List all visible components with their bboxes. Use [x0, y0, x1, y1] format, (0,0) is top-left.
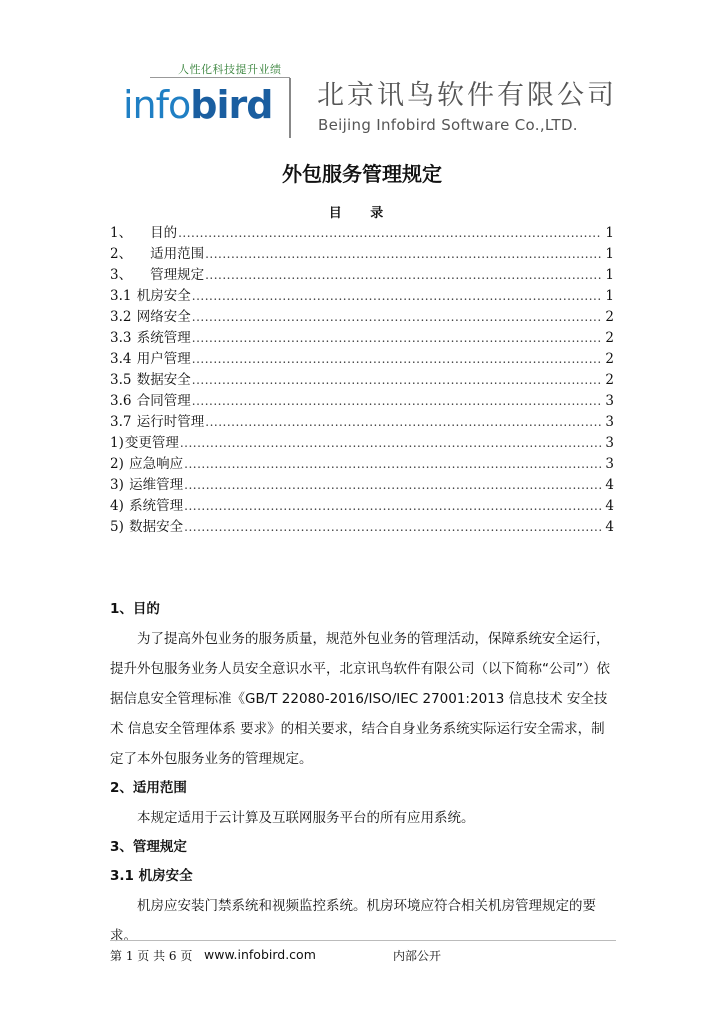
classification-label: 内部公开: [393, 949, 442, 963]
toc-page: 4: [605, 477, 614, 493]
toc-leader: [192, 394, 603, 408]
toc-page: 2: [605, 372, 614, 388]
toc-page: 3: [605, 435, 614, 451]
website-link[interactable]: www.infobird.com: [204, 947, 316, 962]
toc-page: 1: [605, 246, 614, 262]
toc-entry[interactable]: [110, 284, 614, 305]
toc-label: 变更管理: [124, 435, 179, 451]
toc-number: 3): [110, 477, 124, 493]
toc-number: 2、: [110, 246, 133, 262]
toc-entry[interactable]: [110, 347, 614, 368]
toc-label: 目的: [150, 225, 178, 241]
toc-label: 适用范围: [150, 246, 205, 262]
toc-number: 2): [110, 456, 124, 472]
toc-label: 运行时管理: [136, 414, 205, 430]
section-heading: 2、适用范围: [110, 780, 187, 796]
toc-entry[interactable]: [110, 494, 614, 515]
toc-entry[interactable]: [110, 263, 614, 284]
toc-leader: [178, 226, 602, 240]
toc-leader: [192, 373, 603, 387]
toc-label: 系统管理: [129, 498, 184, 514]
toc-number: 5): [110, 519, 124, 535]
toc-number: 3、: [110, 267, 133, 283]
toc-number: 1): [110, 435, 124, 451]
footer-divider: [110, 940, 616, 941]
toc-entry[interactable]: [110, 368, 614, 389]
logo-divider: [289, 78, 291, 138]
section-heading: 1、目的: [110, 601, 160, 617]
toc-entry[interactable]: [110, 410, 614, 431]
toc-leader: [184, 478, 602, 492]
slogan: 人性化科技提升业绩: [178, 63, 282, 76]
toc-number: 3.7: [110, 414, 132, 430]
toc-entry[interactable]: [110, 242, 614, 263]
toc-page: 2: [605, 309, 614, 325]
toc-leader: [192, 331, 603, 345]
section-paragraph: 为了提高外包业务的服务质量，规范外包业务的管理活动，保障系统安全运行，提升外包服务业务人员安全意识水平，北京讯鸟软件有限公司（以下简称“公司”）依据信息安全管理标准《GB/T 22080-2016/ISO/IEC 27001:2013 信息技术 安全技术 信息安全管理体系 要求》的相关要求，结合自身业务系统实际运行安全需求，制定了本外包服务业务的管理规定。: [110, 631, 610, 767]
toc-leader: [192, 289, 603, 303]
toc-leader: [205, 247, 602, 261]
toc-page: 1: [605, 288, 614, 304]
toc-page: 3: [605, 456, 614, 472]
toc-number: 3.6: [110, 393, 132, 409]
toc-entry[interactable]: [110, 221, 614, 242]
toc-number: 3.3: [110, 330, 132, 346]
toc-leader: [192, 352, 603, 366]
toc-page: 2: [605, 330, 614, 346]
toc-page: 1: [605, 267, 614, 283]
toc-page: 4: [605, 519, 614, 535]
toc-page: 3: [605, 393, 614, 409]
toc-leader: [192, 310, 603, 324]
toc-leader: [205, 268, 602, 282]
logo-info-text: info: [123, 83, 191, 127]
document-body: [110, 594, 616, 951]
toc-entry[interactable]: [110, 305, 614, 326]
table-of-contents: [110, 221, 614, 536]
section-paragraph: 机房应安装门禁系统和视频监控系统。机房环境应符合相关机房管理规定的要求。: [110, 898, 596, 944]
toc-leader: [180, 436, 603, 450]
toc-heading: 目 录: [328, 206, 396, 221]
toc-number: 3.1: [110, 288, 132, 304]
toc-page: 4: [605, 498, 614, 514]
toc-number: 3.5: [110, 372, 132, 388]
toc-page: 3: [605, 414, 614, 430]
toc-number: 3.4: [110, 351, 132, 367]
toc-label: 应急响应: [129, 456, 184, 472]
toc-number: 1、: [110, 225, 133, 241]
toc-entry[interactable]: [110, 389, 614, 410]
toc-leader: [184, 457, 602, 471]
page-number: 第 1 页 共 6 页: [110, 949, 193, 963]
toc-label: 数据安全: [136, 372, 191, 388]
toc-label: 系统管理: [136, 330, 191, 346]
slogan-underline: [150, 77, 290, 78]
toc-label: 用户管理: [136, 351, 191, 367]
company-name-english: Beijing Infobird Software Co.,LTD.: [318, 116, 578, 134]
toc-entry[interactable]: [110, 473, 614, 494]
toc-leader: [184, 520, 602, 534]
infobird-logo: [123, 84, 272, 126]
toc-leader: [205, 415, 602, 429]
page-footer: [110, 947, 442, 964]
section-heading: 3、管理规定: [110, 839, 187, 855]
toc-label: 数据安全: [129, 519, 184, 535]
toc-entry[interactable]: [110, 326, 614, 347]
toc-page: 2: [605, 351, 614, 367]
toc-number: 3.2: [110, 309, 132, 325]
toc-number: 4): [110, 498, 124, 514]
toc-entry[interactable]: [110, 515, 614, 536]
toc-label: 机房安全: [136, 288, 191, 304]
section-paragraph: 本规定适用于云计算及互联网服务平台的所有应用系统。: [137, 810, 475, 826]
toc-label: 合同管理: [136, 393, 191, 409]
subsection-heading: 3.1 机房安全: [110, 868, 193, 884]
toc-label: 管理规定: [150, 267, 205, 283]
toc-label: 网络安全: [136, 309, 191, 325]
toc-label: 运维管理: [129, 477, 184, 493]
document-title: 外包服务管理规定: [282, 162, 442, 186]
company-name-chinese: 北京讯鸟软件有限公司: [317, 80, 617, 111]
toc-entry[interactable]: [110, 431, 614, 452]
toc-entry[interactable]: [110, 452, 614, 473]
logo-bird-text: bird: [190, 83, 273, 127]
toc-page: 1: [605, 225, 614, 241]
toc-leader: [184, 499, 602, 513]
